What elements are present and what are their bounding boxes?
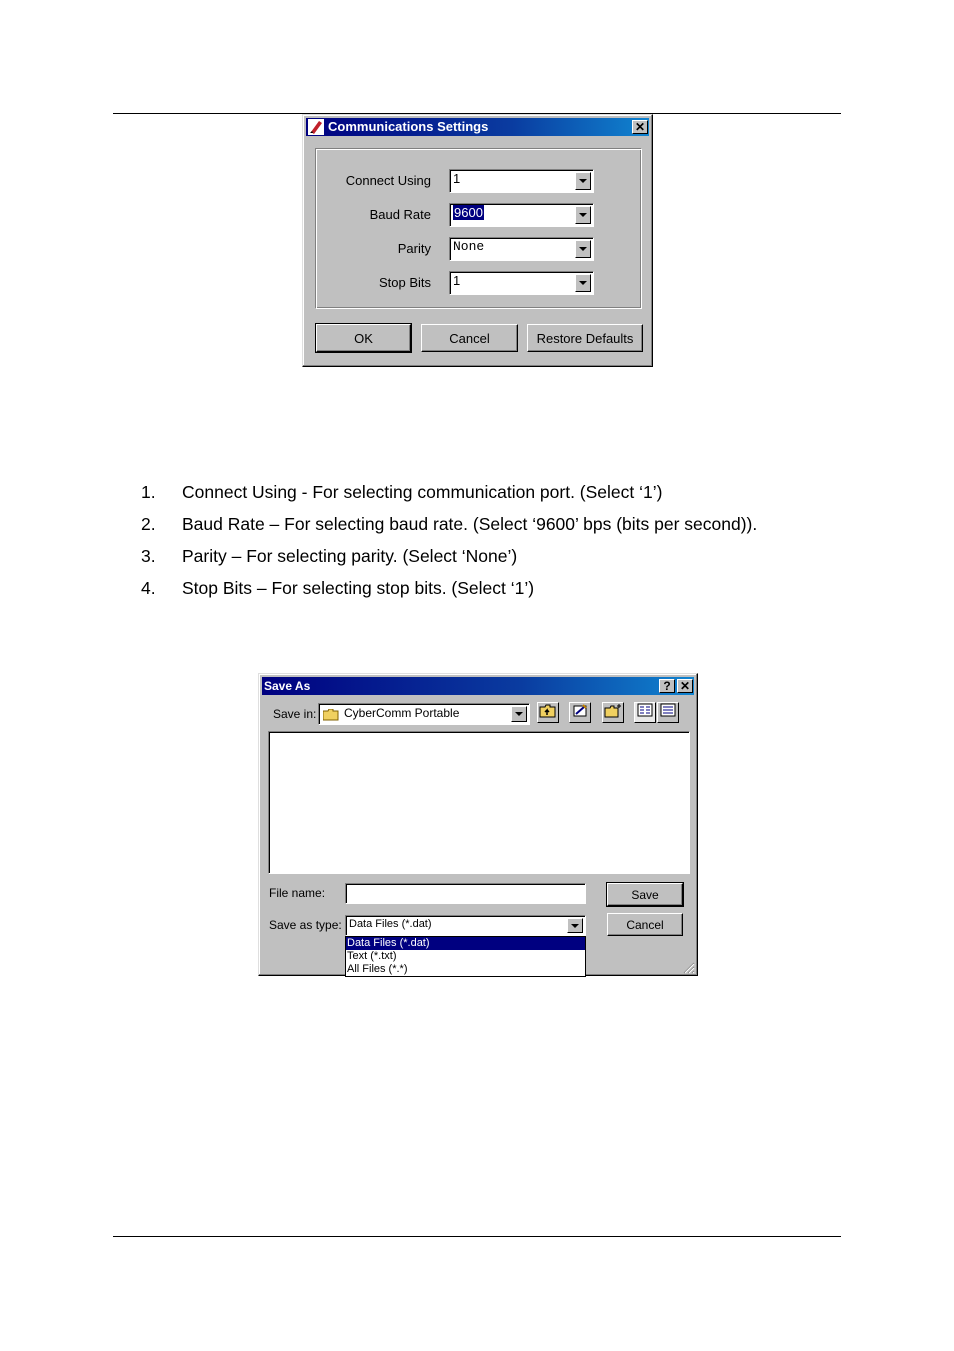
baud-rate-value: 9600 [454, 205, 483, 220]
list-item: 1. Connect Using - For selecting communication port. (Select ‘1’) [141, 482, 663, 502]
parity-value: None [453, 239, 485, 254]
dialog-title: Save As [264, 679, 311, 693]
save-button[interactable]: Save [607, 883, 683, 906]
dropdown-option[interactable]: All Files (*.*) [347, 963, 408, 975]
connect-using-select[interactable] [449, 169, 594, 193]
file-list-pane[interactable] [268, 731, 690, 874]
settings-steps-list [141, 481, 757, 609]
save-as-type-value: Data Files (*.dat) [349, 918, 432, 930]
folder-icon [323, 708, 339, 720]
save-in-value: CyberComm Portable [344, 706, 460, 720]
save-as-type-dropdown[interactable] [345, 936, 586, 977]
close-button[interactable] [677, 679, 693, 693]
list-item: 2. Baud Rate – For selecting baud rate. (Select ‘9600’ bps (bits per second)). [141, 514, 758, 534]
file-name-input[interactable] [345, 883, 586, 904]
stop-bits-select[interactable] [449, 271, 594, 295]
resize-grip-icon[interactable] [683, 961, 695, 973]
close-icon: ✕ [679, 679, 691, 693]
cancel-button[interactable]: Cancel [607, 913, 683, 936]
help-icon: ? [663, 679, 671, 693]
desktop-icon[interactable] [569, 702, 591, 723]
parity-select[interactable] [449, 237, 594, 261]
stop-bits-label: Stop Bits [378, 275, 431, 290]
connect-using-label: Connect Using [345, 173, 431, 188]
close-button[interactable] [632, 120, 648, 134]
cancel-button[interactable]: Cancel [421, 324, 518, 352]
list-item: 4. Stop Bits – For selecting stop bits. (Select ‘1’) [141, 578, 535, 598]
save-in-select[interactable] [318, 703, 530, 725]
up-folder-icon[interactable] [537, 702, 559, 723]
chevron-down-icon[interactable] [567, 918, 583, 933]
communications-settings-dialog [302, 114, 653, 367]
title-bar[interactable] [306, 118, 649, 136]
restore-defaults-button[interactable]: Restore Defaults [527, 324, 643, 352]
chevron-down-icon[interactable] [575, 206, 591, 224]
chevron-down-icon[interactable] [575, 274, 591, 292]
baud-rate-label: Baud Rate [369, 207, 431, 222]
list-view-icon[interactable] [634, 702, 656, 723]
parity-label: Parity [397, 241, 431, 256]
title-bar[interactable] [262, 677, 694, 695]
stop-bits-value: 1 [453, 273, 461, 288]
ok-button[interactable]: OK [316, 324, 411, 352]
save-in-label: Save in: [273, 707, 317, 721]
details-view-icon[interactable] [657, 702, 679, 723]
close-icon: ✕ [634, 120, 646, 134]
file-name-label: File name: [269, 886, 326, 900]
connect-using-value: 1 [453, 171, 461, 186]
save-as-dialog [258, 673, 698, 976]
help-button[interactable] [659, 679, 675, 693]
chevron-down-icon[interactable] [575, 240, 591, 258]
save-as-type-label: Save as type: [269, 918, 342, 932]
footer-rule [113, 1236, 841, 1237]
baud-rate-select[interactable] [449, 203, 594, 227]
save-as-type-select[interactable] [345, 915, 586, 936]
chevron-down-icon[interactable] [575, 172, 591, 190]
new-folder-icon[interactable] [602, 702, 624, 723]
dropdown-option[interactable]: Text (*.txt) [347, 950, 397, 962]
app-icon [308, 119, 324, 135]
list-item: 3. Parity – For selecting parity. (Select ‘None’) [141, 546, 518, 566]
dialog-title: Communications Settings [328, 119, 489, 134]
dropdown-option[interactable]: Data Files (*.dat) [346, 937, 585, 950]
chevron-down-icon[interactable] [511, 706, 527, 722]
